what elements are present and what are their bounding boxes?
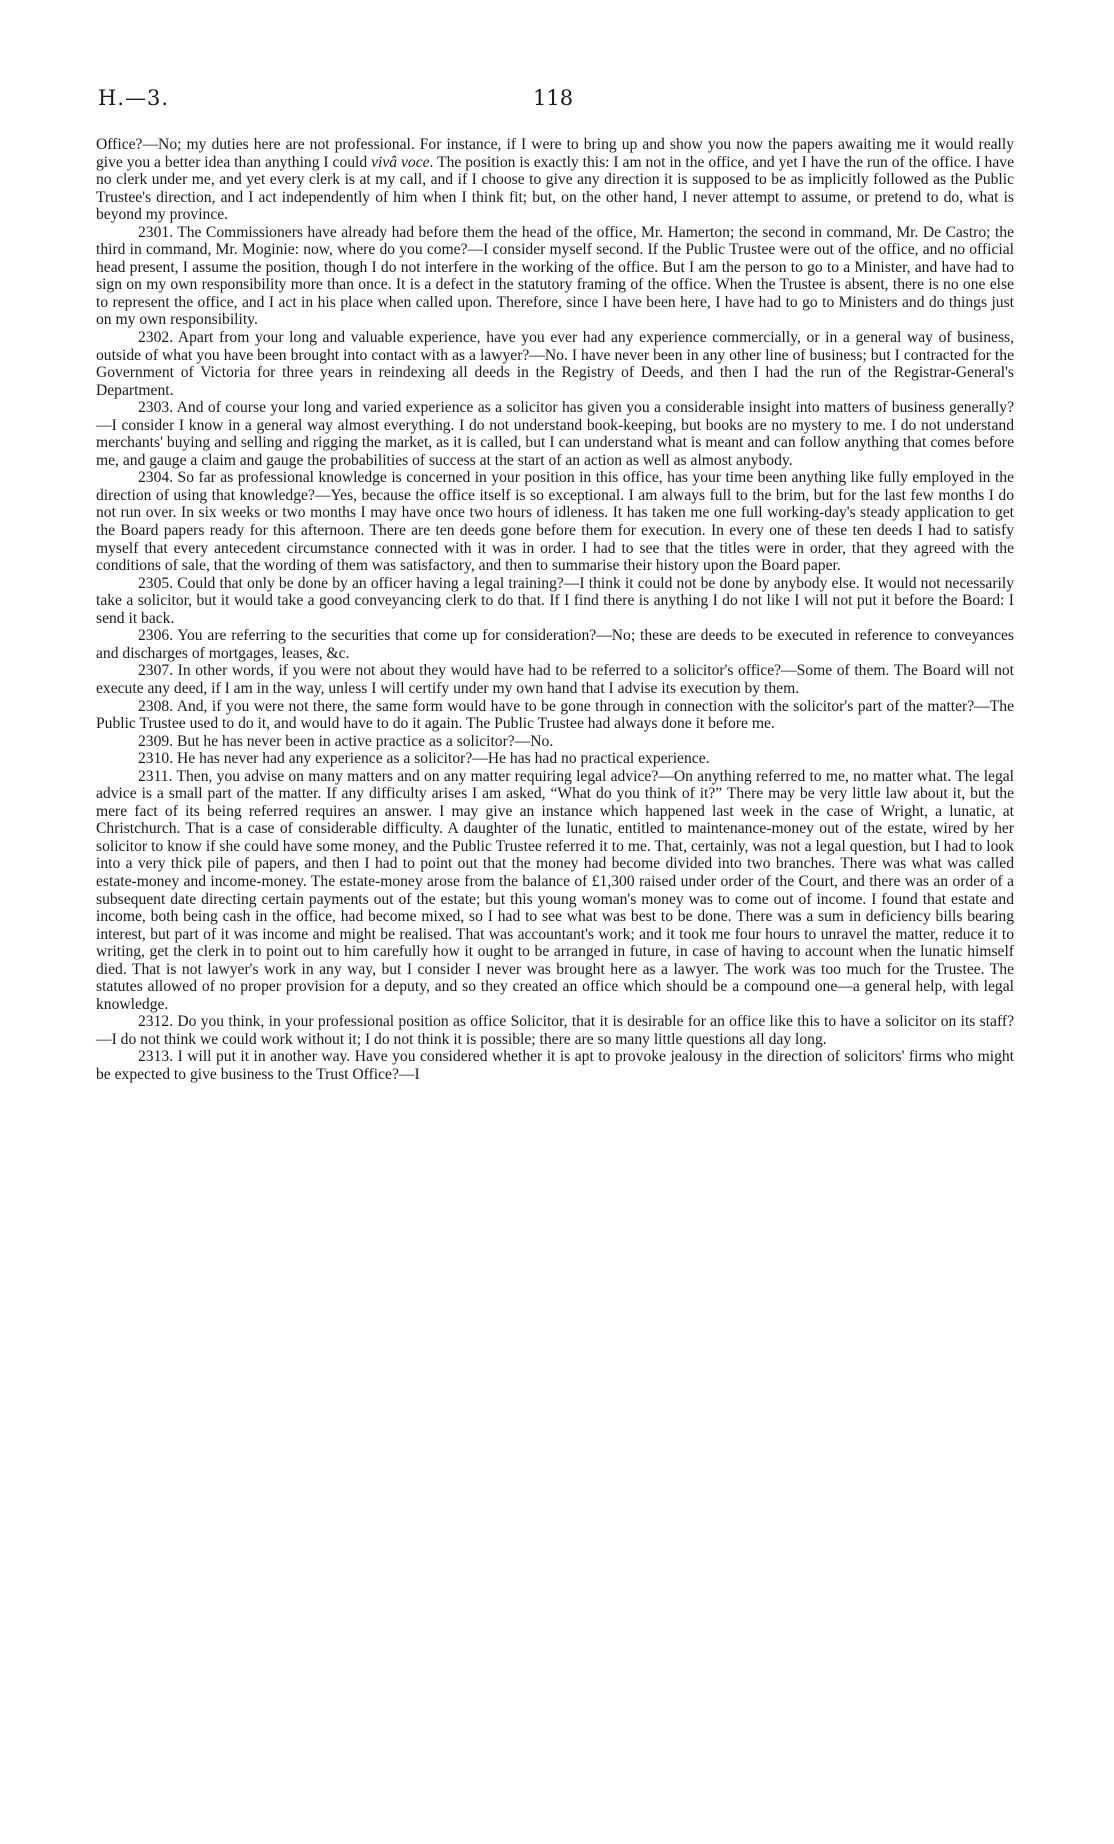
paragraph-2305: 2305. Could that only be done by an officer having a legal training?—I think it could not be done by anybody else. It would not necessarily take a solicitor, but it would take a good conveyancing clerk to do that. If I find there is anything I do not like I will not put it before the Board: I send it back.	[96, 574, 1014, 627]
paragraph-2301: 2301. The Commissioners have already had before them the head of the office, Mr. Hamerton; the second in command, Mr. De Castro; the third in command, Mr. Moginie: now, where do you come?—I consider myself second. If the Public Trustee were out of the office, and no official head present, I assume the position, though I do not interfere in the working of the office. But I am the person to go to a Minister, and have had to sign on my own responsibility more than once. It is a defect in the statutory framing of the office. When the Trustee is absent, there is no one else to represent the office, and I act in his place when called upon. Therefore, since I have been here, I have had to go to Ministers and do things just on my own responsibility.	[96, 223, 1014, 329]
paragraph-2308: 2308. And, if you were not there, the same form would have to be gone through in connection with the solicitor's part of the matter?—The Public Trustee used to do it, and would have to do it again. The Public Trustee had always done it before me.	[96, 697, 1014, 733]
paragraph-2310: 2310. He has never had any experience as a solicitor?—He has had no practical experience.	[138, 750, 710, 768]
paragraph-2313: 2313. I will put it in another way. Have you considered whether it is apt to provoke jealousy in the direction of solicitors' firms who might be expected to give business to the Trust Office?—I	[96, 1048, 1014, 1083]
page-number: 118	[533, 86, 574, 110]
paragraph-2312: 2312. Do you think, in your professional position as office Solicitor, that it is desirable for an office like this to have a solicitor on its staff?—I do not think we could work without it; I do not think it is possible; there are so many little questions all day long.	[96, 1013, 1014, 1048]
paragraph-continuation: Office?—No; my duties here are not professional. For instance, if I were to bring up and show you now the papers awaiting me it would really give you a better idea than anything I could vivâ voce. The position is exactly this: I am not in the office, and yet I have the run of the office. I have no clerk under me, and yet every clerk is at my call, and if I choose to give any direction it is supposed to be as implicitly followed as the Public Trustee's direction, and I act independently of him when I think fit; but, on the other hand, I never attempt to assume, or pretend to do, what is beyond my province.	[96, 136, 1014, 224]
paragraph-2311: 2311. Then, you advise on many matters and on any matter requiring legal advice?—On anything referred to me, no matter what. The legal advice is a small part of the matter. If any difficulty arises I am asked, “What do you think of it?” There may be very little law about it, but the mere fact of its being referred requires an answer. I may give an instance which happened last week in the case of Wright, a lunatic, at Christchurch. That is a case of considerable difficulty. A daughter of the lunatic, entitled to maintenance-money out of the estate, wired by her solicitor to know if she could have some money, and the Public Trustee referred it to me. That, certainly, was not a legal question, but I had to look into a very thick pile of papers, and then I had to point out that the money had become divided into two branches. There was what was called estate-money and income-money. The estate-money arose from the balance of £1,300 raised under order of the Court, and there was an order of a subsequent date directing certain payments out of the estate; but this young woman's money was to come out of income. I found that estate and income, both being cash in the office, had become mixed, so I had to see what was best to be done. There was a sum in deficiency bills bearing interest, but part of it was income and might be realised. That was accountant's work; and it took me four hours to unravel the matter, reduce it to writing, get the clerk in to point out to him carefully how it ought to be arranged in future, in case of having to account when the lunatic himself died. That is not lawyer's work in any way, but I consider I never was brought here as a lawyer. The work was too much for the Trustee. The statutes allowed of no proper provision for a deputy, and so they created an office which should be a compound one—a general help, with legal knowledge.	[96, 767, 1014, 1013]
paragraph-2302: 2302. Apart from your long and valuable experience, have you ever had any experience commercially, or in a general way of business, outside of what you have been brought into contact with as a lawyer?—No. I have never been in any other line of business; but I contracted for the Government of Victoria for three years in reindexing all deeds in the Registry of Deeds, and then I had the run of the Registrar-General's Department.	[96, 329, 1014, 399]
body-text	[96, 136, 1014, 1084]
paragraph-2304: 2304. So far as professional knowledge is concerned in your position in this office, has your time been anything like fully employed in the direction of using that knowledge?—Yes, because the office itself is so exceptional. I am always full to the brim, but for the last few months I do not run over. In six weeks or two months I may have once two hours of idleness. It has taken me one full working-day's steady application to get the Board papers ready for this afternoon. There are ten deeds gone before them for execution. In every one of these ten deeds I had to satisfy myself that every antecedent circumstance connected with it was in order. I had to see that the titles were in order, that they agreed with the conditions of sale, that the wording of them was satisfactory, and then to summarise their history upon the Board paper.	[96, 469, 1014, 575]
paragraph-2306: 2306. You are referring to the securities that come up for consideration?—No; these are deeds to be executed in reference to conveyances and discharges of mortgages, leases, &c.	[96, 627, 1014, 662]
document-reference: H.—3.	[98, 86, 170, 110]
paragraph-2303: 2303. And of course your long and varied experience as a solicitor has given you a considerable insight into matters of business generally?—I consider I know in a general way almost everything. I do not understand book-keeping, but books are no mystery to me. I do not understand merchants' buying and selling and rigging the market, as it is called, but I can understand what is meant and can follow anything that comes before me, and gauge a claim and gauge the probabilities of success at the start of an action as well as almost anybody.	[96, 399, 1014, 469]
paragraph-2309: 2309. But he has never been in active practice as a solicitor?—No.	[138, 732, 554, 750]
paragraph-2307: 2307. In other words, if you were not about they would have had to be referred to a solicitor's office?—Some of them. The Board will not execute any deed, if I am in the way, unless I will certify under my own hand that I advise its execution by them.	[96, 662, 1014, 697]
